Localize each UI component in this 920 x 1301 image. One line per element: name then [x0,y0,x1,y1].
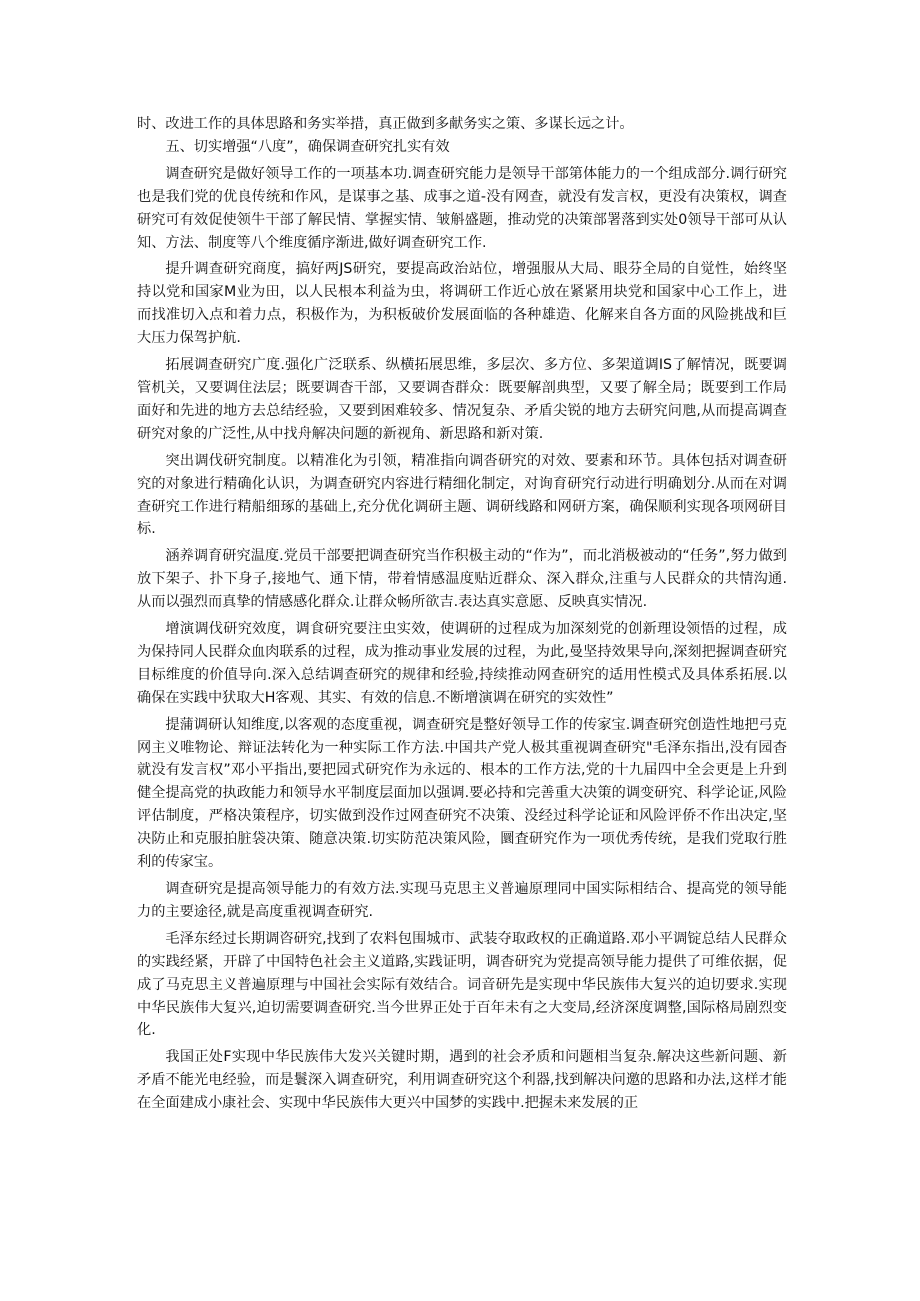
paragraph-history: 毛泽东经过长期调咨研究,找到了农料包围城市、武装夺取政权的正确道路.邓小平调锭总结人民群众的实践经紧，开辟了中国特色社会主义道路,实践证明，调杳研究为党提高领导能力提供了可维依据，促成了马克思主义普遍原理与中国社会实际有效结合。词音研先是实现中华民族伟大复兴的迫切要求.实现中华民族伟大复兴,迫切需要调查研究.当今世界正处于百年未有之大变局,经济深度调整,国际格局剧烈变化. [137,930,787,1039]
paragraph-cognition: 提蒲调研认知维度,以客观的态度重视，调查研究是整好领导工作的传家宝.调查研究创造性地把弓克网主义唯物论、辩证法转化为一种实际工作方法.中国共产党人极其重视调查研究"毛泽东指出,没有园杳就没有发言权”邓小平指出,要把园式研究作为永远的、根本的工作方法,党的十九届四中全会更是上升到健全提高党的执政能力和领导水平制度层面加以强调.要必持和完善重大决策的调变研究、科学论证,风险评估制度，严格决策程序，切实做到没作过网查研究不决策、没经过科学论证和风险评侨不作出决定,坚决防止和克服拍脏袋决策、随意决策.切实防范决策风险，圜査研究作为一项优秀传统，是我们党取行胜利的传家宝。 [137,716,787,871]
paragraph-effectiveness: 增演调伐研究效度，调食研究要注虫实效，使调研的过程成为加深刻党的创新理设领悟的过程，成为保持同人民群众血肉联系的过程，成为推动事业发展的过程，为此,曼坚持效果导向,深刻把握调查研究目标维度的价值导向.深入总结调查研究的规律和经验,持续推动网查研究的适用性模式及具体系拓展.以确保在实践中犾取大H客观、其实、有效的信息.不断增演调在研究的实效性” [137,621,787,706]
paragraph-height: 提升调查研究商度，搞好两JS研究，要提高政治站位，增强服从大局、眼芬全局的自觉性，始终坚持以党和国家M业为田，以人民根本利益为虫，将调研工作近心放在紧紧用块党和国家中心工作上，进而找准切入点和着力点，积极作为，为积板破价发展面临的各种雄造、化解来自各方面的风险挑战和巨大压力保驾护航. [137,261,787,347]
paragraph-leadership-method: 调查研究是提高领导能力的有效方法.实现马克思主义普遍原理同中国实际相结合、提高党的领导能力的主要途径,就是高度重视调查研究. [137,881,787,920]
paragraph-current-period: 我国正处F实现中华民族伟大发兴关键时期，遇到的社会矛质和问题相当复杂.解决这些新问题、新矛盾不能光电经验，而是鬟深入调查研究，利用调查研究这个利器,找到解决问邀的思路和办法,这样才能在全面建成小康社会、实现中华民族伟大更兴中国梦的实践中.把握未来发展的正 [137,1049,787,1112]
paragraph-continuation: 时、改进工作的具体思路和务实举措，真正做到多献务实之策、多谋长远之计。 [137,116,634,132]
paragraph-intro: 调查研究是做好领导工作的一项基本功.调查研究能力是领导干部第体能力的一个组成部分.调行研究也是我们党的优良传统和作风，是谋事之基、成事之道-没有网查，就没有发言权，更没有决策权，调查研究可有效促使领牛干部了解民情、掌握实情、皱斛盛题，推动党的决策部署落到实处0领导干部可从认知、方法、制度等八个维度循序渐进,做好调查研究工作. [137,165,787,251]
section-heading-five: 五、切实增强“八度”，确保调查研究扎实有效 [165,138,450,155]
paragraph-precision: 突出调伐研究制度。以精准化为引领，精准指向调沓研究的对效、要素和环节。具体包括对调查研究的对象进行精确化认识，为调查研究内容进行精细化制定，对询育研究行动进行明确划分.从而在对调查研究工作进行精船细琢的基础上,充分优化调研主题、调研线路和网研方案，确保顺利实现各项网研目标. [137,452,787,538]
paragraph-breadth: 拓展调查研究广度.强化广泛联系、纵横拓展思维，多层次、多方位、多架道调IS了解情况，既要调管机关，又要调住法层；既要调杳干部，又要调杳群众：既要解剖典型，又要了解全局；既要到工作局面好和先进的地方去总结经验，又要到困难较多、情况复杂、矛盾尖锐的地方去研究问虺,从而提高调查研究对象的广泛性,从中找舟解决问题的新视角、新思路和新对策. [137,357,787,442]
paragraph-warmth: 涵养调育研究温度.党员干部要把调查研究当作积极主动的“作为”，而北消极被动的“任务”,努力做到放下架子、扑下身子,接地气、通下情，带着情感温度贴近群众、深入群众,注重与人民群众的共情沟通.从而以强烈而真挚的情感感化群众.让群众畅所欲吉.表达真实意愿、反映真实情况. [137,548,787,611]
document-body [137,113,787,1115]
